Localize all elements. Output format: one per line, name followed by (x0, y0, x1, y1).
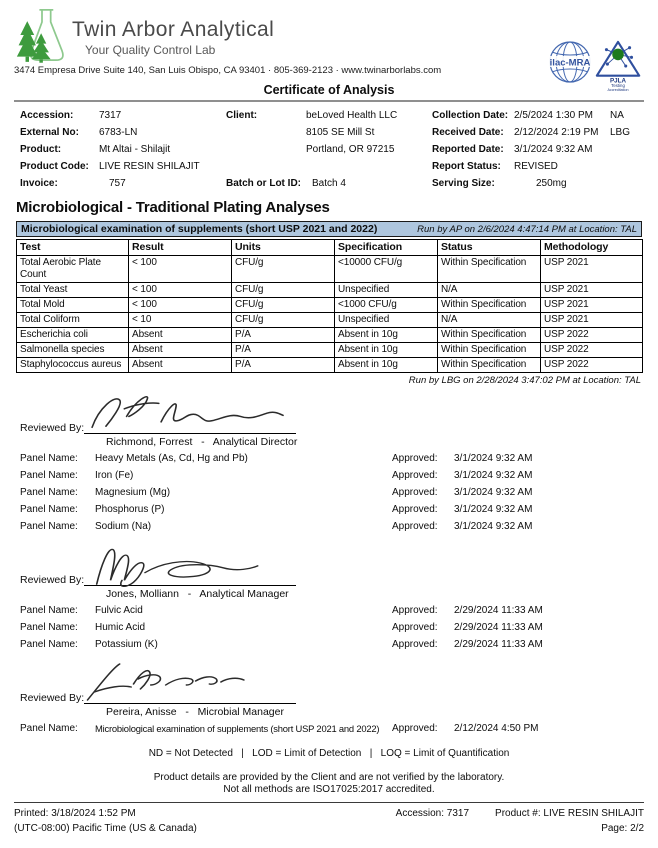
info-value (610, 175, 650, 192)
info-value: 2/12/2024 2:19 PM (514, 127, 599, 138)
brand-name: Twin Arbor Analytical (72, 18, 275, 41)
panel-row (20, 602, 658, 619)
info-label: Report Status: (432, 161, 501, 172)
panel-row (20, 484, 658, 501)
info-value: 6783-LN (99, 127, 138, 138)
panel-name: Phosphorus (P) (95, 503, 165, 515)
panel-row (20, 518, 658, 535)
panel-name: Potassium (K) (95, 638, 158, 650)
cell-result: Absent (129, 327, 232, 342)
cell-status: N/A (438, 282, 541, 297)
reviewer-name: Jones, Molliann - Analytical Manager (106, 587, 289, 600)
signature-row (20, 392, 658, 434)
svg-text:PJLA: PJLA (610, 77, 627, 85)
info-value (610, 158, 650, 175)
info-value: 8105 SE Mill St (306, 127, 375, 138)
info-value: 250mg (536, 178, 567, 189)
reviewed-by-label: Reviewed By: (20, 421, 85, 434)
approved-label: Approved: (392, 520, 438, 532)
lab-logo-flask-trees-icon (16, 6, 68, 64)
panel-name: Humic Acid (95, 621, 146, 633)
info-value: REVISED (514, 161, 558, 172)
panel-name: Iron (Fe) (95, 469, 134, 481)
results-table (16, 239, 643, 373)
info-label: Product Code: (20, 161, 89, 172)
abbreviation-legend: ND = Not Detected | LOD = Limit of Detection | LOQ = Limit of Quantification (148, 747, 510, 759)
col-header: Test (17, 240, 129, 256)
reviewer-name: Richmond, Forrest - Analytical Director (106, 435, 298, 448)
table-row (17, 357, 643, 372)
cell-status: Within Specification (438, 342, 541, 357)
cell-specification: <1000 CFU/g (335, 297, 438, 312)
cell-units: CFU/g (232, 255, 335, 282)
document-title: Certificate of Analysis (263, 83, 395, 97)
footer-left (14, 806, 197, 836)
panel-name-label: Panel Name: (20, 621, 78, 633)
lab-address: 3474 Empresa Drive Suite 140, San Luis Obispo, CA 93401 · 805-369-2123 · www.twinarborlabs.com (14, 65, 442, 76)
svg-text:ilac-MRA: ilac-MRA (549, 57, 591, 69)
info-label: Accession: (20, 110, 74, 121)
footer-product: Product #: LIVE RESIN SHILAJIT (495, 808, 644, 819)
panel-name-label: Panel Name: (20, 486, 78, 498)
panel-band-title: Microbiological examination of supplements (short USP 2021 and 2022) (21, 223, 378, 235)
info-value: 2/5/2024 1:30 PM (514, 110, 593, 121)
info-value: 3/1/2024 9:32 AM (514, 144, 593, 155)
info-value: LIVE RESIN SHILAJIT (99, 161, 200, 172)
info-label: Serving Size: (432, 178, 495, 189)
cell-test: Salmonella species (17, 342, 129, 357)
table-row (17, 312, 643, 327)
disclaimer-line-1: Product details are provided by the Client and are not verified by the laboratory. (153, 771, 505, 783)
approved-date: 3/1/2024 9:32 AM (454, 452, 533, 464)
approved-date: 2/29/2024 11:33 AM (454, 638, 543, 650)
table-row (17, 255, 643, 282)
cell-result: < 100 (129, 297, 232, 312)
cell-status: Within Specification (438, 255, 541, 282)
info-label (226, 158, 306, 175)
table-header-row (17, 240, 643, 256)
approved-date: 3/1/2024 9:32 AM (454, 469, 533, 481)
cell-test: Total Aerobic Plate Count (17, 255, 129, 282)
approved-label: Approved: (392, 604, 438, 616)
cell-methodology: USP 2022 (541, 342, 643, 357)
brand-block (72, 6, 274, 64)
cell-specification: Absent in 10g (335, 327, 438, 342)
info-value: Portland, OR 97215 (306, 144, 395, 155)
info-label: Reported Date: (432, 144, 504, 155)
info-value: 757 (109, 178, 126, 189)
panel-name: Microbiological examination of supplements (short USP 2021 and 2022) (95, 722, 380, 734)
panel-name-label: Panel Name: (20, 469, 78, 481)
approved-date: 2/29/2024 11:33 AM (454, 621, 543, 633)
info-label: Product: (20, 144, 62, 155)
footer-right (396, 806, 644, 836)
cell-test: Total Mold (17, 297, 129, 312)
info-label: Collection Date: (432, 110, 509, 121)
reviewer-block-3 (20, 662, 658, 737)
reviewer-block-1 (20, 392, 658, 535)
approved-label: Approved: (392, 621, 438, 633)
approved-label: Approved: (392, 452, 438, 464)
cell-result: < 100 (129, 282, 232, 297)
ilac-mra-badge-icon (548, 40, 592, 84)
signature-1-icon (76, 386, 306, 436)
panel-row (20, 636, 658, 653)
approved-label: Approved: (392, 638, 438, 650)
panel-name-label: Panel Name: (20, 638, 78, 650)
panel-row (20, 619, 658, 636)
info-label: Client: (226, 110, 258, 121)
panel-row (20, 501, 658, 518)
reviewed-by-label: Reviewed By: (20, 691, 85, 704)
footer-accession: Accession: 7317 (395, 808, 470, 819)
cell-specification: Absent in 10g (335, 357, 438, 372)
info-label: Invoice: (20, 178, 58, 189)
approved-label: Approved: (392, 503, 438, 515)
cell-test: Staphylococcus aureus (17, 357, 129, 372)
panel-list (20, 720, 658, 737)
cell-methodology: USP 2022 (541, 357, 643, 372)
cell-result: Absent (129, 342, 232, 357)
panel-name: Fulvic Acid (95, 604, 143, 616)
cell-result: < 100 (129, 255, 232, 282)
panel-band-runby: Run by AP on 2/6/2024 4:47:14 PM at Location: TAL (417, 223, 637, 235)
disclaimer-line-2: Not all methods are ISO17025:2017 accredited. (223, 783, 435, 795)
approved-date: 3/1/2024 9:32 AM (454, 503, 533, 515)
panel-row (20, 467, 658, 484)
svg-text:Accreditation: Accreditation (607, 88, 629, 92)
table-row (17, 342, 643, 357)
cell-methodology: USP 2022 (541, 327, 643, 342)
brand-tagline: Your Quality Control Lab (85, 43, 216, 57)
info-value: 7317 (99, 110, 122, 121)
cell-test: Escherichia coli (17, 327, 129, 342)
approved-label: Approved: (392, 486, 438, 498)
cell-specification: <10000 CFU/g (335, 255, 438, 282)
info-value: LBG (610, 127, 631, 138)
reviewer-name: Pereira, Anisse - Microbial Manager (106, 705, 284, 718)
signature-3-icon (76, 656, 306, 706)
page-footer (14, 802, 644, 836)
panel-list (20, 602, 658, 653)
sample-info-grid (20, 107, 658, 192)
cell-result: < 10 (129, 312, 232, 327)
cell-status: Within Specification (438, 327, 541, 342)
col-header: Result (129, 240, 232, 256)
cell-status: N/A (438, 312, 541, 327)
header-divider (14, 100, 644, 102)
cell-status: Within Specification (438, 357, 541, 372)
info-value: Mt Altai - Shilajit (99, 144, 171, 155)
svg-text:Testing: Testing (611, 83, 625, 89)
signature-row (20, 662, 658, 704)
panel-name: Magnesium (Mg) (95, 486, 171, 498)
cell-units: P/A (232, 342, 335, 357)
cell-units: CFU/g (232, 297, 335, 312)
cell-units: CFU/g (232, 312, 335, 327)
col-header: Methodology (541, 240, 643, 256)
cell-units: P/A (232, 357, 335, 372)
approved-date: 3/1/2024 9:32 AM (454, 486, 533, 498)
info-value: beLoved Health LLC (306, 110, 398, 121)
info-value: Batch 4 (312, 178, 346, 189)
panel-header-band (16, 221, 642, 237)
approved-date: 3/1/2024 9:32 AM (454, 520, 533, 532)
info-value (306, 158, 432, 175)
info-label: Received Date: (432, 127, 504, 138)
cell-test: Total Yeast (17, 282, 129, 297)
panel-name: Sodium (Na) (95, 520, 152, 532)
col-header: Units (232, 240, 335, 256)
page-number: Page: 2/2 (601, 823, 644, 834)
section-title: Microbiological - Traditional Plating Analyses (16, 199, 330, 216)
cell-specification: Unspecified (335, 312, 438, 327)
notes (0, 748, 658, 795)
cell-methodology: USP 2021 (541, 297, 643, 312)
panel-name-label: Panel Name: (20, 503, 78, 515)
cell-methodology: USP 2021 (541, 255, 643, 282)
panel-name-label: Panel Name: (20, 452, 78, 464)
approved-label: Approved: (392, 722, 438, 734)
pjla-badge-icon (595, 40, 642, 92)
info-label: External No: (20, 127, 79, 138)
cell-units: CFU/g (232, 282, 335, 297)
info-label (226, 141, 306, 158)
approved-date: 2/12/2024 4:50 PM (454, 722, 539, 734)
table-row (17, 297, 643, 312)
signature-row (20, 544, 658, 586)
panel-name: Heavy Metals (As, Cd, Hg and Pb) (95, 452, 248, 464)
cell-status: Within Specification (438, 297, 541, 312)
info-value: NA (610, 110, 624, 121)
cell-methodology: USP 2021 (541, 312, 643, 327)
cell-specification: Absent in 10g (335, 342, 438, 357)
printed-timestamp: Printed: 3/18/2024 1:52 PM (14, 808, 136, 819)
reviewer-block-2 (20, 544, 658, 653)
accreditation-badges (548, 40, 642, 92)
reviewed-by-label: Reviewed By: (20, 573, 85, 586)
approved-date: 2/29/2024 11:33 AM (454, 604, 543, 616)
panel-name-label: Panel Name: (20, 722, 78, 734)
col-header: Status (438, 240, 541, 256)
cell-result: Absent (129, 357, 232, 372)
cell-units: P/A (232, 327, 335, 342)
approved-label: Approved: (392, 469, 438, 481)
signature-2-icon (76, 538, 306, 588)
info-label: Batch or Lot ID: (226, 178, 301, 189)
panel-list (20, 450, 658, 535)
cell-specification: Unspecified (335, 282, 438, 297)
run-by-footer: Run by LBG on 2/28/2024 3:47:02 PM at Location: TAL (408, 374, 641, 386)
panel-row (20, 720, 658, 737)
panel-row (20, 450, 658, 467)
panel-name-label: Panel Name: (20, 604, 78, 616)
col-header: Specification (335, 240, 438, 256)
cell-test: Total Coliform (17, 312, 129, 327)
cell-methodology: USP 2021 (541, 282, 643, 297)
panel-name-label: Panel Name: (20, 520, 78, 532)
info-label (226, 124, 306, 141)
info-value (610, 141, 650, 158)
table-row (17, 327, 643, 342)
table-row (17, 282, 643, 297)
timezone: (UTC-08:00) Pacific Time (US & Canada) (14, 823, 197, 834)
